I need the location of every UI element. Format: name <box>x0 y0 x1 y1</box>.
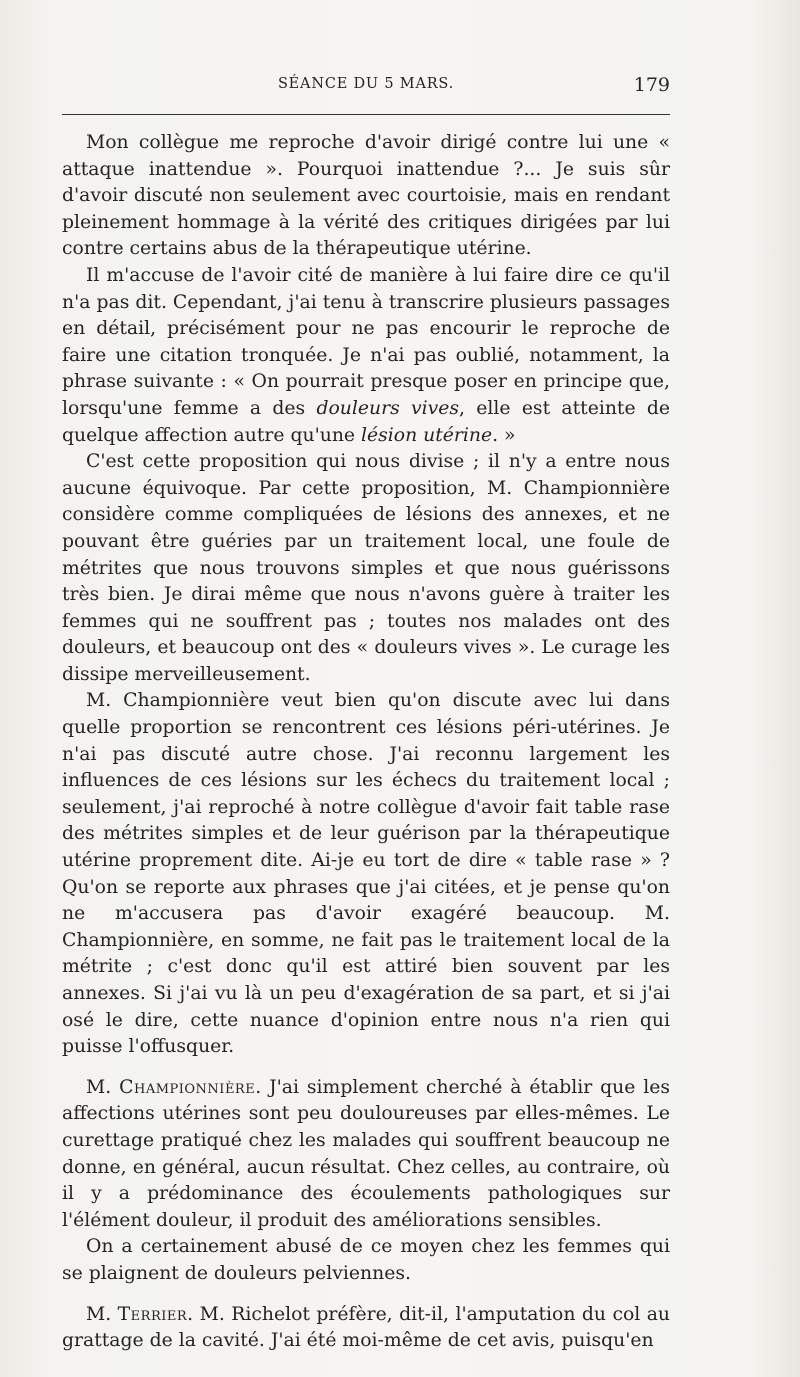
paragraph-abuse: On a certainement abusé de ce moyen chez les femmes qui se plaignent de douleurs pelviennes. <box>62 1236 670 1284</box>
paragraph-championniere-reply: M. Championnière. J'ai simplement cherché à établir que les affections utérines sont peu douloureuses par elles-mêmes. Le curettage pratiqué chez les malades qui souffrent beaucoup ne donne, en général, aucun résultat. Chez celles, au contraire, où il y a prédominance des écoulements pathologiques sur l'élément douleur, il produit des améliorations sensibles. <box>62 1076 671 1231</box>
body-text <box>62 130 670 1355</box>
page-number: 179 <box>633 74 670 96</box>
paragraph-reproach: Mon collègue me reproche d'avoir dirigé contre lui une « attaque inattendue ». Pourquoi inattendue ?... Je suis sûr d'avoir discuté non seulement avec courtoisie, mais en rendant pleinement hommage à la vérité des critiques dirigées par lui contre certains abus de la thérapeutique utérine. <box>62 132 670 260</box>
paragraph-citation: Il m'accuse de l'avoir cité de manière à lui faire dire ce qu'il n'a pas dit. Cependant, j'ai tenu à transcrire plusieurs passages en détail, précisément pour ne pas encourir le reproche de faire une citation tronquée. Je n'ai pas oublié, notamment, la phrase suivante : « On pourrait presque poser en principe que, lorsqu'une femme a des douleurs vives, elle est atteinte de quelque affection autre qu'une lésion utérine. » <box>62 264 671 446</box>
page-header <box>62 76 670 106</box>
speaker-name: Championnière <box>119 1076 256 1098</box>
italic-phrase: lésion utérine <box>361 424 493 446</box>
running-title: SÉANCE DU 5 MARS. <box>277 76 455 92</box>
paragraph-terrier: M. Terrier. M. Richelot préfère, dit-il, l'amputation du col au grattage de la cavité. J'ai été moi-même de cet avis, puisqu'en <box>62 1303 671 1352</box>
paragraph-proposition: C'est cette proposition qui nous divise ; il n'y a entre nous aucune équivoque. Par cette proposition, M. Championnière considère comme compliquées de lésions des annexes, et ne pouvant être guéries par un traitement local, une foule de métrites que nous trouvons simples et que nous guérissons très bien. Je dirai même que nous n'avons guère à traiter les femmes qui ne souffrent pas ; toutes nos malades ont des douleurs, et beaucoup ont des « douleurs vives ». Le curage les dissipe merveilleusement. <box>62 451 670 685</box>
paragraph-discussion: M. Championnière veut bien qu'on discute avec lui dans quelle proportion se rencontrent ces lésions péri-utérines. Je n'ai pas discuté autre chose. J'ai reconnu largement les influences de ces lésions sur les échecs du traitement local ; seulement, j'ai reproché à notre collègue d'avoir fait table rase des métrites simples et de leur guérison par la thérapeutique utérine proprement dite. Ai-je eu tort de dire « table rase » ? Qu'on se reporte aux phrases que j'ai citées, et je pense qu'on ne m'accusera pas d'avoir exagéré beaucoup. M. Championnière, en somme, ne fait pas le traitement local de la métrite ; c'est donc qu'il est attiré bien souvent par les annexes. Si j'ai vu là un peu d'exagération de sa part, et si j'ai osé le dire, cette nuance d'opinion entre nous n'a rien qui puisse l'offusquer. <box>62 690 670 1058</box>
italic-phrase: douleurs vives <box>316 397 460 419</box>
speaker-name: Terrier <box>117 1303 188 1325</box>
header-rule <box>62 114 670 115</box>
